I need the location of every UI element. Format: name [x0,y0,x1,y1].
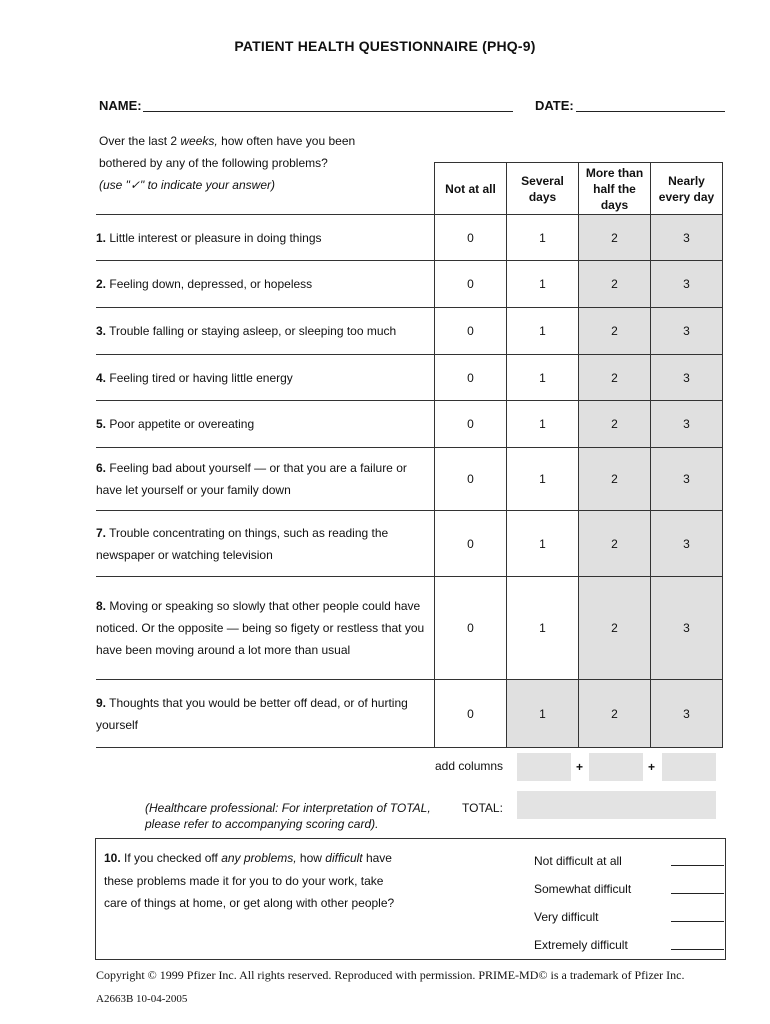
q8-score-0[interactable]: 0 [435,577,507,680]
q9-score-0[interactable]: 0 [435,680,507,748]
option-extremely-difficult-blank[interactable] [671,949,724,950]
q7-score-3[interactable]: 3 [651,511,723,577]
instructions: Over the last 2 weeks, how often have you been bothered by any of the following problems? (use "✓" to indicate your answer) [99,134,356,192]
option-somewhat-difficult-blank[interactable] [671,893,724,894]
form-code: A2663B 10-04-2005 [96,993,188,1005]
name-label: NAME: [99,98,142,113]
column-sum-several-days[interactable] [517,753,571,781]
name-field[interactable] [143,111,513,112]
option-not-difficult-blank[interactable] [671,865,724,866]
q8-score-1[interactable]: 1 [507,577,579,680]
question-4: 4. Feeling tired or having little energy [96,355,435,401]
plus-sign: + [648,760,656,774]
q7-score-2[interactable]: 2 [579,511,651,577]
q8-score-3[interactable]: 3 [651,577,723,680]
question-10-box [95,838,726,960]
header-more-than-half: More than half the days [579,163,651,215]
plus-sign: + [576,760,584,774]
phq9-table [96,162,723,748]
q3-score-1[interactable]: 1 [507,308,579,355]
q2-score-1[interactable]: 1 [507,261,579,308]
q2-score-3[interactable]: 3 [651,261,723,308]
q1-score-3[interactable]: 3 [651,215,723,261]
question-8: 8. Moving or speaking so slowly that other people could have noticed. Or the opposite — being so figety or restless that you have been moving around a lot more than usual [96,577,435,680]
date-field[interactable] [576,111,725,112]
add-columns-label: add columns [435,759,504,773]
q6-score-0[interactable]: 0 [435,448,507,511]
q9-score-2[interactable]: 2 [579,680,651,748]
q5-score-0[interactable]: 0 [435,401,507,448]
q3-score-2[interactable]: 2 [579,308,651,355]
q6-score-2[interactable]: 2 [579,448,651,511]
question-10: 10. If you checked off any problems, how difficult have these problems made it for you to do your work, take care of things at home, or get along with other people? [104,851,395,910]
professional-note: (Healthcare professional: For interpretation of TOTAL, please refer to accompanying scoring card). [145,801,431,831]
q9-score-3[interactable]: 3 [651,680,723,748]
q4-score-1[interactable]: 1 [507,355,579,401]
column-sum-nearly-every-day[interactable] [662,753,716,781]
q4-score-3[interactable]: 3 [651,355,723,401]
question-1: 1. Little interest or pleasure in doing things [96,215,435,261]
q7-score-1[interactable]: 1 [507,511,579,577]
q4-score-0[interactable]: 0 [435,355,507,401]
column-sum-more-than-half[interactable] [589,753,643,781]
q1-score-1[interactable]: 1 [507,215,579,261]
header-several-days: Several days [507,163,579,215]
question-5: 5. Poor appetite or overeating [96,401,435,448]
q2-score-0[interactable]: 0 [435,261,507,308]
question-3: 3. Trouble falling or staying asleep, or sleeping too much [96,308,435,355]
q7-score-0[interactable]: 0 [435,511,507,577]
q1-score-0[interactable]: 0 [435,215,507,261]
form-title: PATIENT HEALTH QUESTIONNAIRE (PHQ-9) [234,38,536,54]
q4-score-2[interactable]: 2 [579,355,651,401]
q5-score-2[interactable]: 2 [579,401,651,448]
q1-score-2[interactable]: 2 [579,215,651,261]
q5-score-1[interactable]: 1 [507,401,579,448]
option-extremely-difficult: Extremely difficult [534,931,724,959]
total-label: TOTAL: [462,801,503,815]
question-9: 9. Thoughts that you would be better off dead, or of hurting yourself [96,680,435,748]
option-somewhat-difficult: Somewhat difficult [534,875,724,903]
total-score-box[interactable] [517,791,716,819]
header-not-at-all: Not at all [435,163,507,215]
question-2: 2. Feeling down, depressed, or hopeless [96,261,435,308]
q5-score-3[interactable]: 3 [651,401,723,448]
q2-score-2[interactable]: 2 [579,261,651,308]
q6-score-3[interactable]: 3 [651,448,723,511]
q8-score-2[interactable]: 2 [579,577,651,680]
header-nearly-every-day: Nearly every day [651,163,723,215]
q6-score-1[interactable]: 1 [507,448,579,511]
question-6: 6. Feeling bad about yourself — or that you are a failure or have let yourself or your family down [96,448,435,511]
option-very-difficult-blank[interactable] [671,921,724,922]
q9-score-1[interactable]: 1 [507,680,579,748]
option-not-difficult: Not difficult at all [534,847,724,875]
difficulty-options [534,847,724,959]
option-very-difficult: Very difficult [534,903,724,931]
question-7: 7. Trouble concentrating on things, such as reading the newspaper or watching television [96,511,435,577]
q3-score-0[interactable]: 0 [435,308,507,355]
date-label: DATE: [535,98,574,113]
copyright-notice: Copyright © 1999 Pfizer Inc. All rights reserved. Reproduced with permission. PRIME-MD© is a trademark of Pfizer Inc. [96,968,685,982]
q3-score-3[interactable]: 3 [651,308,723,355]
